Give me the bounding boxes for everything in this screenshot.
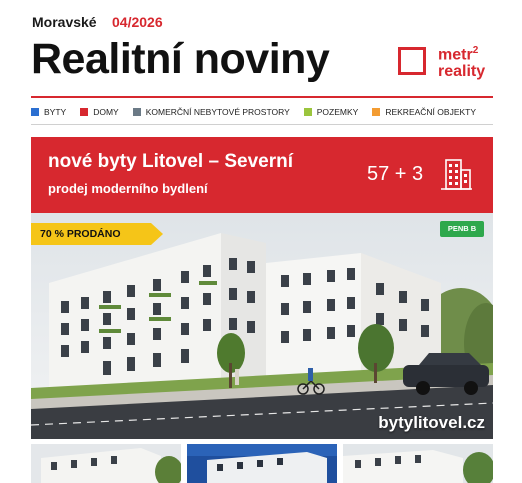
thumbnail-1-image — [31, 444, 181, 483]
category-color-square-icon — [80, 108, 88, 116]
category-pozemky[interactable]: POZEMKY — [304, 105, 359, 119]
thumbnail-1[interactable] — [31, 444, 181, 483]
category-rekreacni[interactable]: REKREAČNÍ OBJEKTY — [372, 105, 476, 119]
category-byty[interactable]: BYTY — [31, 105, 66, 119]
listing-banner[interactable] — [31, 137, 493, 213]
thumbnail-3-image — [343, 444, 493, 483]
thumbnail-strip — [31, 444, 493, 483]
thumbnail-3[interactable] — [343, 444, 493, 483]
masthead — [0, 0, 522, 100]
logo-text-reality: reality — [438, 63, 486, 80]
region-label: Moravské — [32, 14, 97, 30]
category-domy[interactable]: DOMY — [80, 105, 119, 119]
header-divider — [31, 96, 493, 98]
energy-rating-badge: PENB B — [440, 221, 484, 237]
sold-percentage-badge: 70 % PRODÁNO — [40, 228, 121, 240]
category-divider — [31, 124, 493, 125]
apartment-building-icon — [439, 157, 473, 191]
thumbnail-2-image — [187, 444, 337, 483]
project-website-link[interactable]: bytylitovel.cz — [378, 413, 485, 432]
category-color-square-icon — [304, 108, 312, 116]
logo-square-icon — [398, 47, 426, 75]
metr2-reality-logo[interactable] — [398, 47, 498, 89]
listing-title: nové byty Litovel – Severní — [48, 151, 293, 172]
category-color-square-icon — [31, 108, 39, 116]
category-color-square-icon — [372, 108, 380, 116]
issue-number: 04/2026 — [112, 14, 163, 30]
category-color-square-icon — [133, 108, 141, 116]
unit-count: 57 + 3 — [367, 163, 424, 185]
building-render — [31, 213, 493, 439]
hero-image[interactable] — [31, 213, 493, 439]
logo-text-metr: metr$^2$ — [438, 45, 479, 64]
page-title: Realitní noviny — [31, 35, 330, 83]
category-nav — [31, 105, 501, 119]
listing-subtitle: prodej moderního bydlení — [48, 181, 208, 196]
thumbnail-2[interactable] — [187, 444, 337, 483]
category-komercni[interactable]: KOMERČNÍ NEBYTOVÉ PROSTORY — [133, 105, 290, 119]
